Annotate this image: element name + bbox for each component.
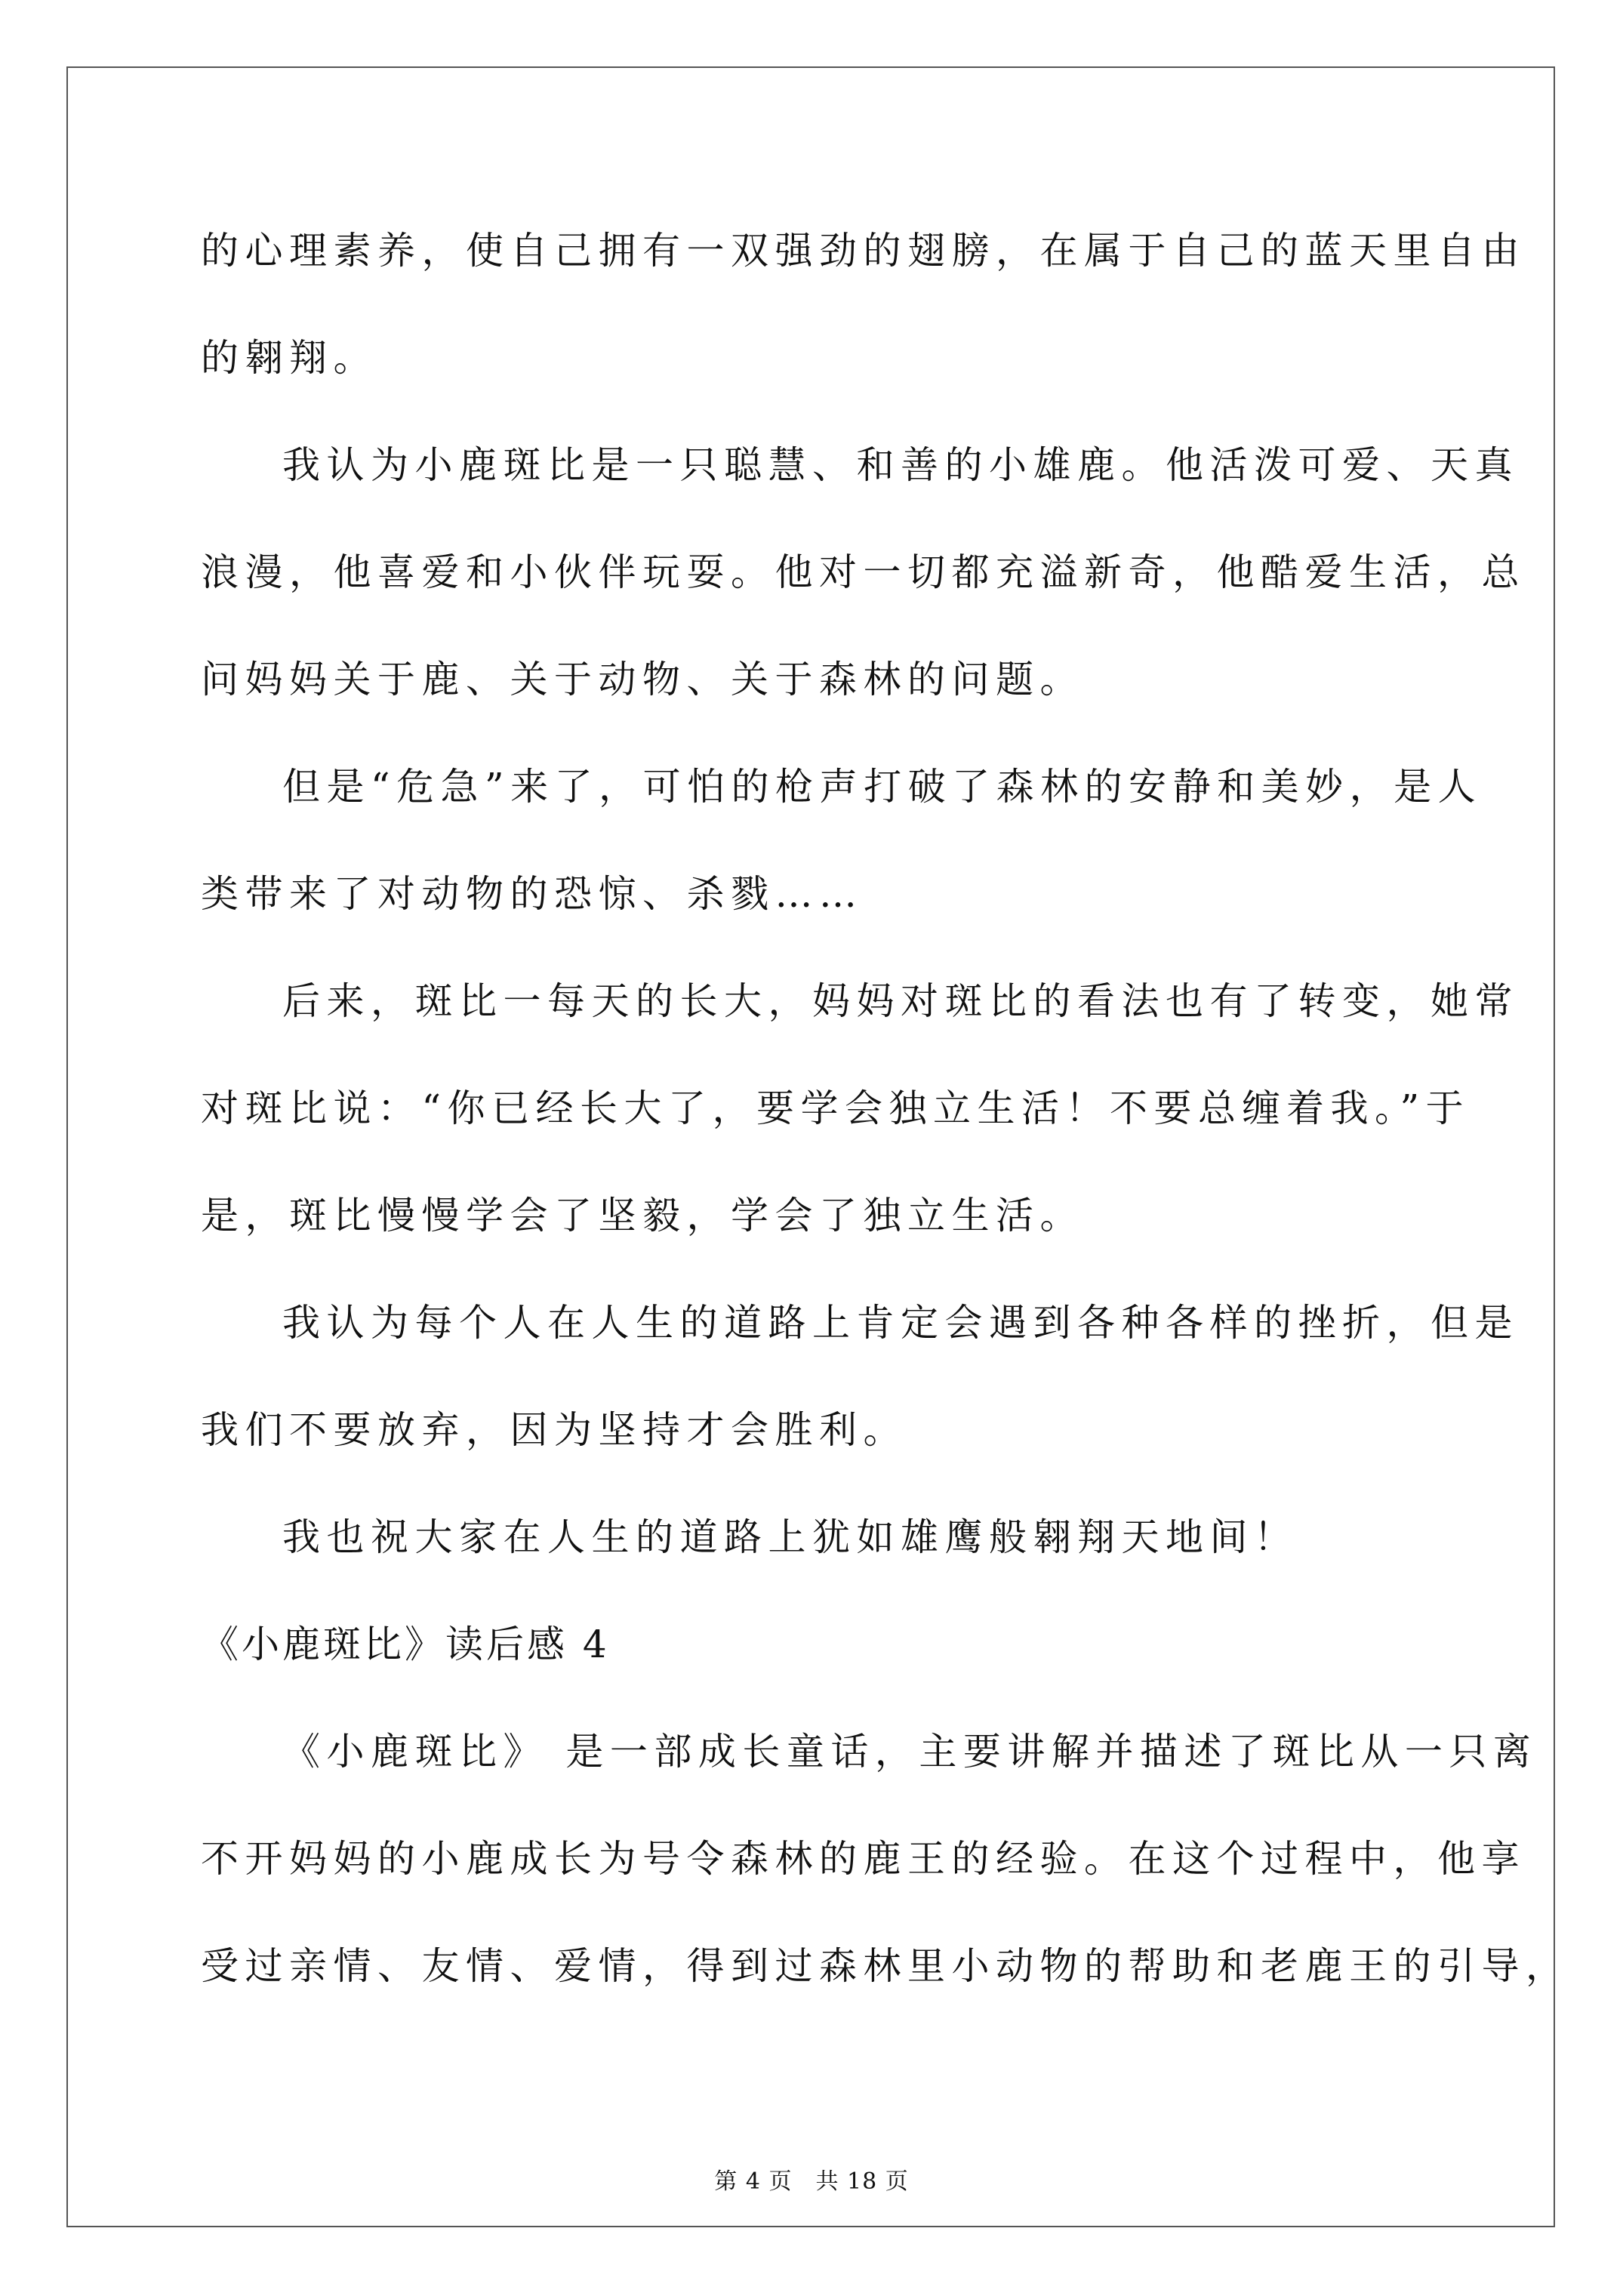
paragraph-line: 我认为小鹿斑比是一只聪慧、和善的小雄鹿。他活泼可爱、天真 <box>282 443 1519 487</box>
paragraph-line: 的心理素养，使自己拥有一双强劲的翅膀，在属于自己的蓝天里自由 <box>201 229 1526 273</box>
paragraph-line: 后来，斑比一每天的长大，妈妈对斑比的看法也有了转变，她常 <box>282 979 1519 1023</box>
paragraph-line: 的翱翔。 <box>201 336 377 380</box>
paragraph-line: 我认为每个人在人生的道路上肯定会遇到各种各样的挫折，但是 <box>282 1301 1519 1345</box>
paragraph-line: 我们不要放弃，因为坚持才会胜利。 <box>201 1408 907 1452</box>
paragraph-line: 《小鹿斑比》 是一部成长童话，主要讲解并描述了斑比从一只离 <box>282 1730 1538 1774</box>
paragraph-line: 但是“危急”来了，可怕的枪声打破了森林的安静和美妙，是人 <box>282 765 1483 809</box>
paragraph-line: 问妈妈关于鹿、关于动物、关于森林的问题。 <box>201 658 1084 701</box>
paragraph-line: 是，斑比慢慢学会了坚毅，学会了独立生活。 <box>201 1194 1084 1237</box>
paragraph-line: 对斑比说：“你已经长大了，要学会独立生活！不要总缠着我。”于 <box>201 1086 1471 1130</box>
page-frame <box>66 66 1555 2227</box>
page-number-footer: 第 4 页 共 18 页 <box>714 2168 909 2195</box>
paragraph-line: 我也祝大家在人生的道路上犹如雄鹰般翱翔天地间！ <box>282 1515 1298 1559</box>
paragraph-line: 类带来了对动物的恐惊、杀戮…… <box>201 872 864 916</box>
section-heading: 《小鹿斑比》读后感 4 <box>201 1623 610 1666</box>
paragraph-line: 浪漫，他喜爱和小伙伴玩耍。他对一切都充溢新奇，他酷爱生活，总 <box>201 550 1526 594</box>
paragraph-line: 受过亲情、友情、爱情，得到过森林里小动物的帮助和老鹿王的引导， <box>201 1944 1570 1988</box>
paragraph-line: 不开妈妈的小鹿成长为号令森林的鹿王的经验。在这个过程中，他享 <box>201 1837 1526 1881</box>
